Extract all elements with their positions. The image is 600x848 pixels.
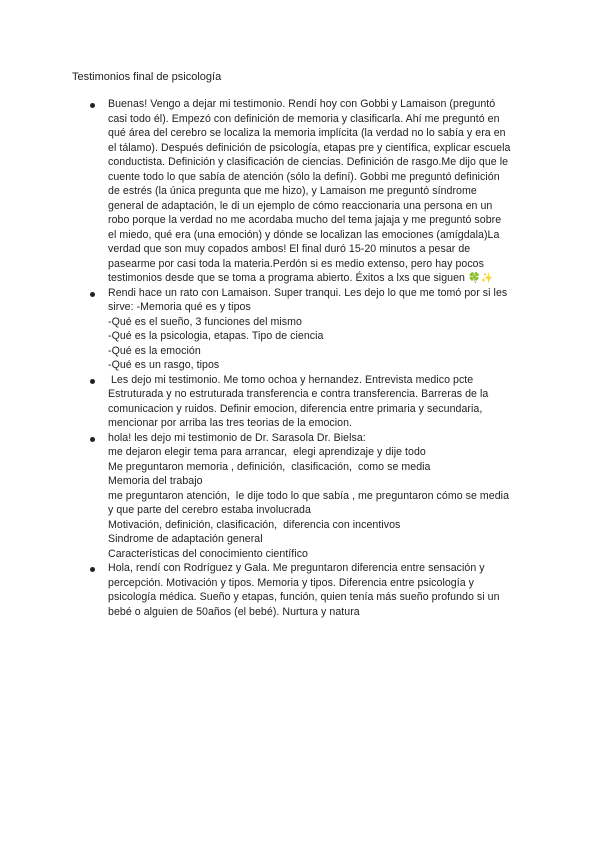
testimonial-line: -Qué es el sueño, 3 funciones del mismo — [108, 315, 302, 328]
testimonial-line: qué área del cerebro se localiza la memoria implícita (la verdad no lo sabía y era en — [108, 127, 506, 139]
testimonial-line: -Qué es un rasgo, tipos — [108, 359, 220, 371]
testimonial-line: Les dejo mi testimonio. Me tomo ochoa y hernandez. Entrevista medico pcte — [108, 373, 474, 386]
testimonial-line: cuente todo lo que sabía de atención (sólo la definí). Gobbi me preguntó definición — [108, 170, 500, 183]
testimonial-line: el miedo, qué era (una emoción) y dónde se localizan las emociones (amígdala)La — [108, 228, 500, 241]
testimonial-line: conductista. Definición y clasificación de ciencias. Definición de rasgo.Me dijo que le — [108, 156, 509, 168]
testimonial-line: -Qué es la emoción — [108, 344, 201, 357]
testimonial-line-text: testimonios desde que se toma a programa abierto. Éxitos a lxs que siguen — [108, 272, 465, 284]
testimonial-line: me dejaron elegir tema para arrancar, elegi aprendizaje y dije todo — [108, 446, 426, 458]
testimonial-line: percepción. Motivación y tipos. Memoria y tipos. Diferencia entre psicología y — [108, 576, 475, 589]
testimonial-line: Me preguntaron memoria , definición, clasificación, como se media — [108, 460, 431, 473]
testimonial-line: verdad que son muy copados ambos! El final duró 15-20 minutos a pesar de — [108, 243, 471, 255]
testimonial-line: Hola, rendí con Rodríguez y Gala. Me preguntaron diferencia entre sensación y — [108, 562, 485, 574]
bullet-icon — [90, 437, 95, 442]
testimonial-line: casi todo él). Empezó con definición de memoria y clasificarla. Ahí me preguntó en — [108, 112, 500, 125]
testimonial-line: Motivación, definición, clasificación, diferencia con incentivos — [108, 518, 401, 531]
testimonial-item — [0, 97, 528, 286]
testimonial-line: me preguntaron atención, le dije todo lo que sabía , me preguntaron cómo se media — [108, 489, 510, 502]
testimonial-line: bebé o alguien de 50años (el bebé). Nurtura y natura — [108, 605, 360, 618]
testimonial-line: Estruturada y no estruturada transferencia e contra transferencia. Barreras de la — [108, 388, 489, 400]
testimonial-line: hola! les dejo mi testimonio de Dr. Sarasola Dr. Bielsa: — [108, 431, 366, 444]
testimonial-line: Memoria del trabajo — [108, 475, 203, 487]
testimonial-line: general de adaptación, le di un ejemplo de cómo reaccionaria una persona en un — [108, 199, 493, 212]
testimonial-line: robo porque la verdad no me acordaba mucho del tema jajaja y me preguntó sobre — [108, 214, 502, 226]
testimonial-line: Sindrome de adaptación general — [108, 533, 263, 545]
testimonial-item — [0, 286, 528, 373]
testimonial-line: sirve: -Memoria qué es y tipos — [108, 301, 251, 313]
testimonial-line: pasearme por casi toda la materia.Perdón si es medio extenso, pero hay pocos — [108, 257, 484, 270]
testimonial-line: Rendi hace un rato con Lamaison. Super tranqui. Les dejo lo que me tomó por si les — [108, 286, 508, 299]
testimonial-line: el tálamo). Después definición de psicología, etapas pre y científica, explicar escuela — [108, 141, 511, 154]
testimonial-line: Buenas! Vengo a dejar mi testimonio. Rendí hoy con Gobbi y Lamaison (preguntó — [108, 98, 496, 110]
testimonial-line: y que parte del cerebro estaba involucrada — [108, 504, 311, 516]
testimonial-line-last — [108, 271, 528, 286]
document-title: Testimonios final de psicología — [72, 71, 222, 83]
testimonial-item — [0, 561, 528, 619]
sparkles-icon: ✨ — [480, 273, 494, 284]
testimonial-line: comunicacion y ruidos. Definir emocion, diferencia entre primaria y secundaria, — [108, 402, 483, 415]
four-leaf-clover-icon: 🍀 — [467, 273, 481, 284]
testimonial-line: -Qué es la psicologia, etapas. Tipo de ciencia — [108, 330, 324, 342]
testimonial-list — [0, 97, 600, 619]
testimonial-line: mencionar por arriba las tres teorias de la emocion. — [108, 417, 353, 429]
bullet-icon — [90, 292, 95, 297]
testimonial-item — [0, 431, 528, 562]
testimonial-line: Características del conocimiento científico — [108, 547, 308, 560]
bullet-icon — [90, 379, 95, 384]
bullet-icon — [90, 567, 95, 572]
testimonial-line: psicología médica. Sueño y etapas, función, quien tenía más sueño profundo si un — [108, 591, 500, 603]
bullet-icon — [90, 103, 95, 108]
testimonial-line: de estrés (la única pregunta que me hizo), y Lamaison me preguntó síndrome — [108, 185, 477, 197]
testimonial-item — [0, 373, 528, 431]
